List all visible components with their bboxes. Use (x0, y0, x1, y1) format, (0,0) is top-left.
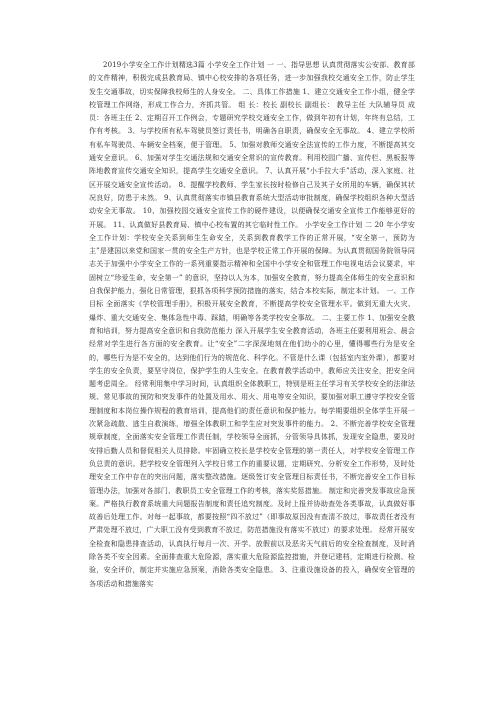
document-body-text: 2019小学安全工作计划精选3篇 小学安全工作计划 一 一、指导思想 认真贯彻落实公安部、教育部的文件精神，积极完成县教育局、镇中心校安排的各项任务，进一步加强我校交通安全工作，防止学生发生交通事故，切实保障我校师生的人身安全。 二、具体工作措施 1、建立交通安全工作小组，健全学校管理工作网络，形成工作合力，齐抓共管。 组 长：校长 副校长 副组长： 教导主任 大队辅导员 成 员：各班主任 2、定期召开工作例会，专题研究学校交通安全工作，做到年初有计划，年终有总结，工作有考核。 3、与学校所有私车驾驶员签订责任书，明确各自职责，确保安全无事故。 4、建立学校所有私车驾驶员、车辆安全档案，便于管理。 5、加强对教师交通安全法宣传的工作力度，不断提高其交通安全意识。 6、加强对学生交通法规和交通安全常识的宣传教育。利用校园广播、宣传栏、黑板报等阵地教育宣传交通安全知识，提高学生交通安全意识。 7、认真开展“小手拉大手”活动，深入家庭、社区开展交通安全宣传活动。 8、提醒学校教师、学生家长按时检修自己及其子女所用的车辆，确保其状况良好，防患于未然。 9、认真贯彻落实市镇县教育系统大型活动审批制度，确保学校组织各种大型活动安全无事故。 10、加强校园交通安全宣传工作的硬件建设，以便确保交通安全宣传工作能够更好的开展。 11、认真做好县教育局、镇中心校布置的其它临时性工作。 小学安全工作计划 二 20 年小学安全工作计划：学校安全关系到师生生命安全，关系到教育教学工作的正常开展，“安全第一，预防为主”是建国以来党和国家一贯的安全生产方针，也是学校正常工作开展的保障。为认真贯彻国务院领导同志关于加强中小学安全工作的一系列重要指示精神和全国中小学安全和管理工作电视电话会议要求，牢固树立“珍爱生命，安全第一” 的意识，坚持以人为本，加强安全教育，努力提高全体师生的安全意识和自我保护能力，强化日常管理，狠抓各项科学预防措施的落实，结合本校实际，制定本计划。 一、工作目标 全面落实《学校管理手册》，积极开展安全教育，不断提高学校安全管理水平。做到无重大火灾、爆炸、重大交通安全、集体急性中毒、踩踏，明确等各类学校安全事故。 二、主要工作 1、加强安全教育和培训，努力提高安全意识和自我防范能力 深入开展学生安全教育活动，各班主任要利用班会、晨会经常对学生进行各方面的安全教育。让“安全”二字深深地刻在他们幼小的心里，懂得哪些行为是安全的，哪些行为是不安全的，达到他们行为的规范化、科学化。不管是什么课（包括室内室外课），都要对学生的安全负责，要坚守岗位，保护学生的人生安全。在教育教学活动中，教师应关注安全，把安全问题考虑周全。 经常利用集中学习时间，认真组织全体教职工，特别是班主任学习有关学校安全的法律法规、常见事故的预防和突发事件的处置及用水、用火、用电等安全知识，要加强对职工遵守学校安全管理制度和本岗位操作规程的教育培训，提高他们的责任意识和保护能力。每学期要组织全体学生开展一次紧急疏散、逃生自救演练，增强全体教职工和学生应对突发事件的能力。 2、不断完善学校安全管理规章制度，全面落实安全管理工作责任制，学校领导全面抓，分管领导具体抓，发现安全隐患，要及时安排后勤人员和督促相关人员排除。牢固确立校长是学校安全管理的第一责任人，对学校安全管理工作负总责的意识。把学校安全管理列入学校日常工作的重要议题，定期研究、分析安全工作形势，及时处理安全工作中存在的突出问题，落实整改措施。逐级签订安全管理目标责任书，不断完善安全工作目标管理办法，加强对各部门、教职员工安全管理工作的考核，落实奖惩措施。 制定和完善突发事故应急预案。严格执行教育系统重大问题报告制度和责任追究制度。及时上报并协助查处各类事故，认真做好事故善后处理工作。对每一起事故，都要按照“四不放过”（即事故原因没有查清不放过，事故责任者没有严肃处理不放过，广大职工没有受到教育不放过，防范措施没有落实不放过）的要求处理。 经常开展安全检查和隐患排查活动，认真执行每月一次、开学、放假前以及恶劣天气前后的安全检查制度，及时消除各类不安全因素。全面排查重大危险源，落实重大危险源监控措施，并登记建档，定期进行检测、检验，安全评价，制定并实施应急预案，消除各类安全隐患。 3、注重设施设备的投入，确保安全管理的各项活动和措施落实 (89, 61, 415, 588)
